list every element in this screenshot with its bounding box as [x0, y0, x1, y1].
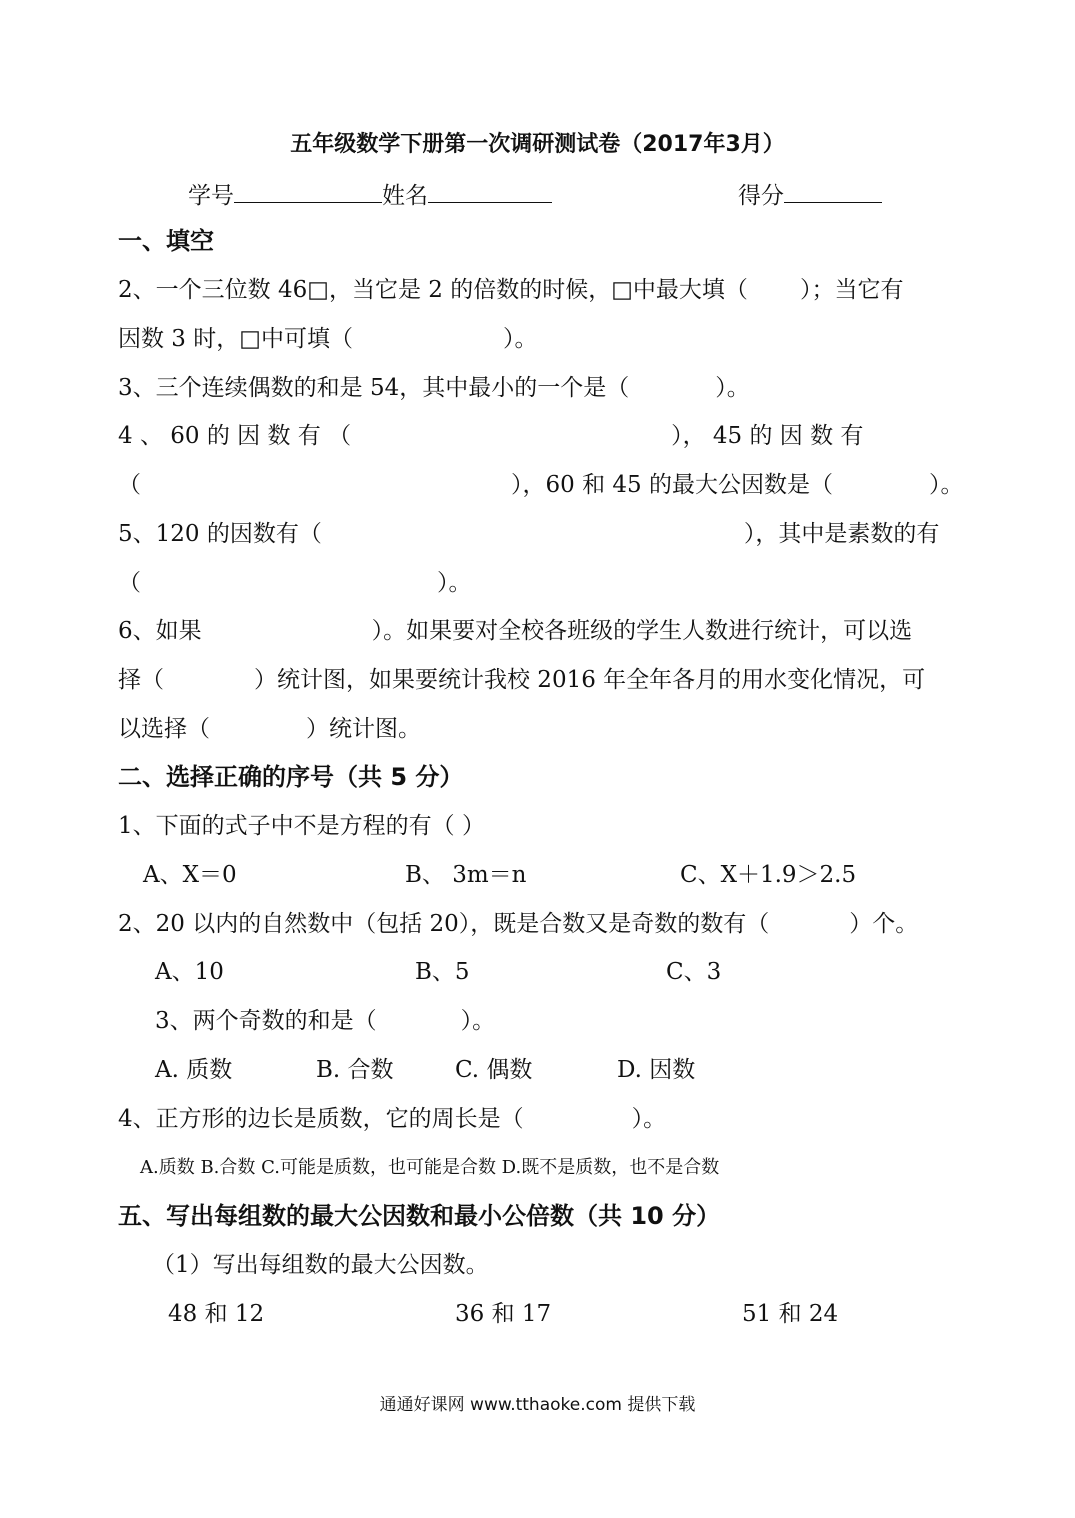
choice-option: B. 合数 — [316, 1057, 394, 1083]
choice-option: A、X＝0 — [143, 862, 237, 888]
question-5-line-1 — [118, 519, 939, 549]
choice-question-3 — [155, 1006, 495, 1036]
choice-option: B、 3m＝n — [405, 862, 527, 888]
question-4-line-2 — [118, 470, 963, 500]
question-2-line-1 — [118, 275, 903, 305]
question-6-line-1 — [118, 616, 912, 646]
section-heading-choice: 二、选择正确的序号（共 5 分） — [118, 763, 464, 791]
section-heading-gcd-lcm: 五、写出每组数的最大公因数和最小公倍数（共 10 分） — [118, 1202, 721, 1230]
choice-option: C、3 — [666, 959, 722, 985]
choice-option: B、5 — [415, 959, 470, 985]
question-text: ）。如果要对全校各班级的学生人数进行统计，可以选 — [371, 618, 913, 644]
question-text: （ — [118, 472, 141, 498]
question-text: 择（ — [118, 667, 164, 693]
name-blank[interactable] — [428, 178, 552, 203]
choice-question-4 — [118, 1104, 666, 1134]
question-text: ）。 — [503, 326, 538, 352]
question-4-line-1 — [118, 421, 863, 451]
question-text: ）。 — [460, 1008, 496, 1034]
question-text: 5、120 的因数有（ — [118, 521, 322, 547]
question-text: ）， 45 的 因 数 有 — [671, 423, 864, 449]
question-text: ）个。 — [849, 911, 919, 937]
page-title: 五年级数学下册第一次调研测试卷（2017年3月） — [290, 132, 785, 157]
section-heading-fill: 一、填空 — [118, 227, 214, 255]
choice-option: A. 质数 — [155, 1057, 233, 1083]
choice-question-1: 1、下面的式子中不是方程的有（ ） — [118, 813, 485, 839]
question-6-line-2 — [118, 665, 925, 695]
score-blank[interactable] — [784, 178, 882, 203]
choice-option: D. 因数 — [617, 1057, 696, 1083]
student-id-label: 学号 — [188, 183, 234, 209]
question-text: 2、20 以内的自然数中（包括 20），既是合数又是奇数的数有（ — [118, 911, 770, 937]
question-2-line-2 — [118, 324, 538, 354]
question-text: 3、三个连续偶数的和是 54，其中最小的一个是（ — [118, 375, 630, 401]
question-text: 4 、 60 的 因 数 有 （ — [118, 423, 352, 449]
question-text: ）统计图。 — [306, 716, 421, 742]
name-label: 姓名 — [382, 183, 428, 209]
choice-options-line: A.质数 B.合数 C.可能是质数，也可能是合数 D.既不是质数，也不是合数 — [140, 1157, 720, 1178]
number-pair: 36 和 17 — [455, 1301, 552, 1327]
question-6-line-3 — [118, 714, 421, 744]
question-3 — [118, 373, 750, 403]
student-id-field — [188, 178, 552, 211]
question-text: ），其中是素数的有 — [743, 521, 940, 547]
question-text: ）。 — [715, 375, 750, 401]
student-id-blank[interactable] — [234, 178, 382, 203]
choice-option: A、10 — [155, 959, 224, 985]
number-pair: 48 和 12 — [168, 1301, 265, 1327]
question-text: ）。 — [437, 570, 472, 596]
question-text: ）。 — [928, 472, 964, 498]
question-text: （ — [118, 570, 141, 596]
question-text: ），60 和 45 的最大公因数是（ — [511, 472, 833, 498]
choice-option: C、X＋1.9＞2.5 — [680, 862, 857, 888]
subsection-gcd: （1）写出每组数的最大公因数。 — [152, 1252, 489, 1278]
question-text: 因数 3 时，□中可填（ — [118, 326, 353, 352]
score-label: 得分 — [738, 183, 784, 209]
question-text: 2、一个三位数 46□，当它是 2 的倍数的时候，□中最大填（ — [118, 277, 748, 303]
question-text: 以选择（ — [118, 716, 210, 742]
choice-question-2 — [118, 909, 918, 939]
question-5-line-2 — [118, 568, 472, 598]
question-text: ）；当它有 — [799, 277, 904, 303]
question-text: ）。 — [631, 1106, 667, 1132]
question-text: 6、如果 — [118, 618, 202, 644]
choice-option: C. 偶数 — [455, 1057, 533, 1083]
score-field — [738, 178, 882, 211]
question-text: 3、两个奇数的和是（ — [155, 1008, 377, 1034]
number-pair: 51 和 24 — [742, 1301, 839, 1327]
question-text: ）统计图，如果要统计我校 2016 年全年各月的用水变化情况，可 — [254, 667, 926, 693]
footer-source: 通通好课网 www.tthaoke.com 提供下载 — [379, 1395, 696, 1415]
question-text: 4、正方形的边长是质数，它的周长是（ — [118, 1106, 524, 1132]
